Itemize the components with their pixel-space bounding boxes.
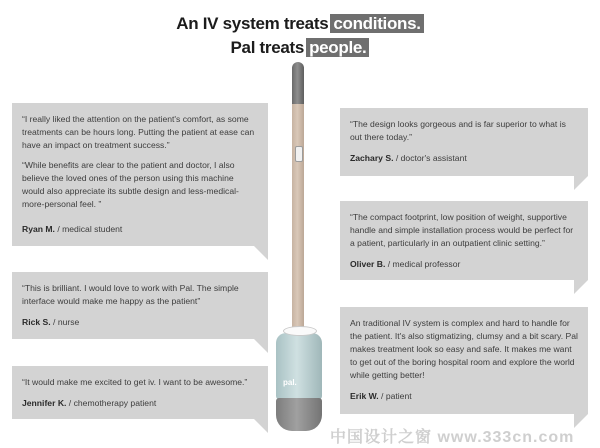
author-role: / medical professor [385, 259, 461, 269]
headline-line-1-text: An IV system treats [176, 14, 329, 33]
author-role: / nurse [50, 317, 80, 327]
quote-tail [574, 176, 588, 190]
device-tank [276, 333, 322, 400]
author-name: Jennifer K. [22, 398, 67, 408]
device-foot [276, 398, 322, 431]
quote-text: “While benefits are clear to the patient and doctor, I also believe the loved ones of the person using this machine would also appreciate its subtle design and less-medical-more-personal feel. ” [22, 160, 239, 209]
headline-highlight-people: people. [306, 38, 369, 57]
author-role: / patient [378, 391, 412, 401]
device-logo: pal. [283, 378, 297, 387]
headline-highlight-conditions: conditions. [330, 14, 423, 33]
author-name: Zachary S. [350, 153, 394, 163]
quote-card-jennifer [12, 366, 268, 419]
quote-author [22, 397, 258, 410]
quote-tail [254, 246, 268, 260]
author-role: / doctor's assistant [393, 153, 467, 163]
quote-text: “I really liked the attention on the patient's comfort, as some treatments can be hours long. Putting the patient at ease can have an impact on treatment success.” [22, 114, 255, 150]
quote-text: “This is brilliant. I would love to work with Pal. The simple interface would make me happy as the patient” [22, 283, 239, 306]
quote-author [22, 223, 258, 236]
quote-text: “It would make me excited to get iv. I want to be awesome.” [22, 377, 248, 387]
author-name: Ryan M. [22, 224, 55, 234]
quote-author [22, 316, 258, 329]
headline-line-2 [0, 36, 600, 59]
author-role: / chemotherapy patient [66, 398, 157, 408]
quote-tail [254, 339, 268, 353]
device-pole [292, 67, 304, 337]
quote-card-erik [340, 307, 588, 414]
headline-line-1 [0, 12, 600, 35]
headline [0, 12, 600, 59]
quote-card-ryan [12, 103, 268, 246]
quote-author [350, 390, 578, 403]
quote-text: “The design looks gorgeous and is far superior to what is out there today.” [350, 119, 566, 142]
quote-card-oliver [340, 201, 588, 280]
quote-card-zachary [340, 108, 588, 176]
quote-tail [574, 414, 588, 428]
watermark: 中国设计之窗 www.333cn.com [330, 429, 575, 446]
author-name: Erik W. [350, 391, 379, 401]
quote-text: “The compact footprint, low position of weight, supportive handle and simple installation process would be perfect for a patient, particularly in an outpatient clinic setting.” [350, 212, 574, 248]
author-name: Rick S. [22, 317, 51, 327]
author-role: / medical student [54, 224, 123, 234]
quote-tail [254, 419, 268, 433]
author-name: Oliver B. [350, 259, 386, 269]
quote-text: An traditional IV system is complex and hard to handle for the patient. It's also stigmatizing, clumsy and a bit scary. Pal makes treatment look so easy and safe. It makes me want to get out of the boring hospital room and explore the world while getting better! [350, 318, 578, 380]
quote-author [350, 152, 578, 165]
quote-card-rick [12, 272, 268, 339]
headline-line-2-text: Pal treats [230, 38, 305, 57]
device-pole-top [292, 62, 304, 104]
quote-author [350, 258, 578, 271]
device-tank-rim [283, 326, 317, 336]
device-bag-hook [295, 146, 303, 162]
quote-tail [574, 280, 588, 294]
